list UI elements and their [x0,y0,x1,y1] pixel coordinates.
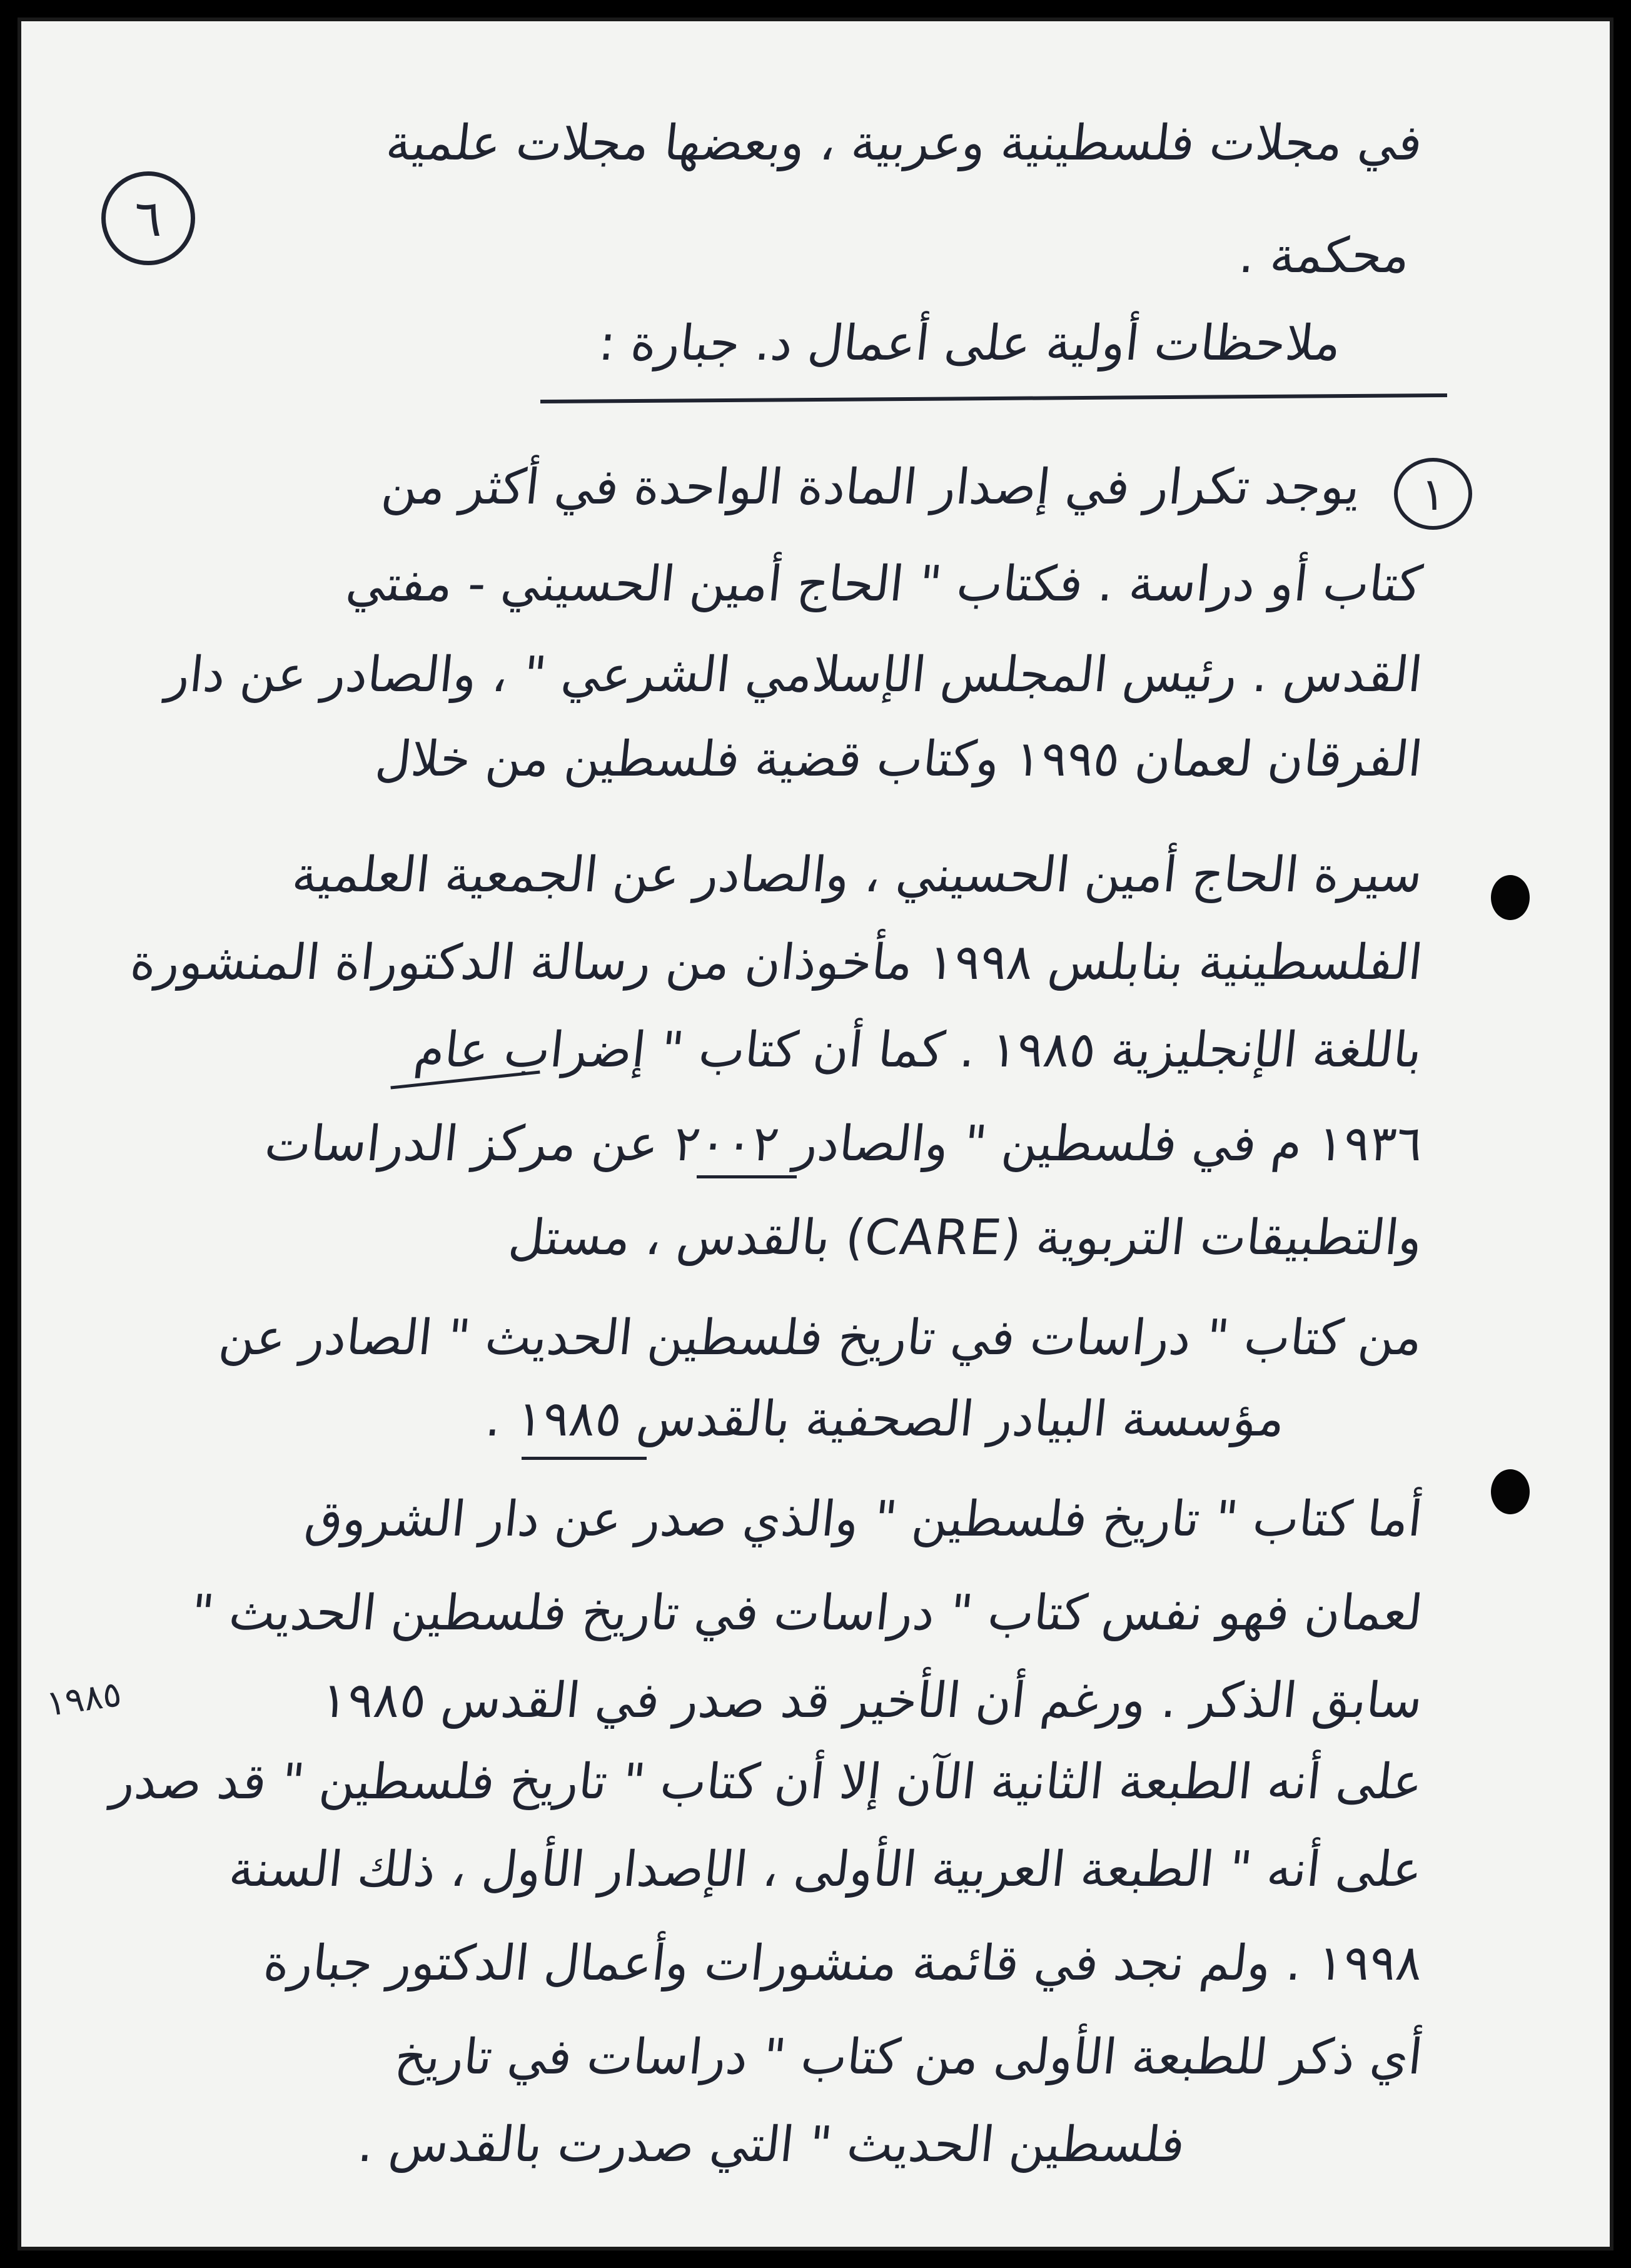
body-line: ١٩٣٦ م في فلسطين " والصادر ٢٠٠٢ عن مركز الدراسات [261,1116,1425,1172]
body-line: على أنه الطبعة الثانية الآن إلا أن كتاب " تاريخ فلسطين " قد صدر [108,1754,1425,1810]
body-line: القدس . رئيس المجلس الإسلامي الشرعي " ، والصادر عن دار [163,647,1425,703]
punch-hole [1491,875,1530,920]
margin-year-note: ١٩٨٥ [44,1673,124,1725]
body-line: ١٩٩٨ . ولم نجد في قائمة منشورات وأعمال الدكتور جبارة [260,1935,1425,1992]
body-line: كتاب أو دراسة . فكتاب " الحاج أمين الحسيني - مفتي [343,556,1425,612]
body-line: فلسطين الحديث " التي صدرت بالقدس . [355,2117,1188,2173]
body-line: سيرة الحاج أمين الحسيني ، والصادر عن الجمعية العلمية [290,847,1425,903]
year-underline [697,1175,797,1178]
body-line: مؤسسة البيادر الصحفية بالقدس ١٩٨٥ . [483,1391,1288,1447]
intro-line: محكمة . [1236,228,1413,284]
body-line: الفلسطينية بنابلس ١٩٩٨ مأخوذان من رسالة الدكتوراة المنشورة [128,934,1425,991]
heading-underline [540,393,1447,403]
body-line: أما كتاب " تاريخ فلسطين " والذي صدر عن دار الشروق [302,1491,1425,1547]
intro-line: في مجلات فلسطينية وعربية ، وبعضها مجلات علمية [383,115,1425,171]
body-line: لعمان فهو نفس كتاب " دراسات في تاريخ فلسطين الحديث " [188,1585,1425,1641]
body-line: والتطبيقات التربوية (CARE) بالقدس ، مستل [506,1210,1425,1266]
year-underline [522,1457,647,1460]
body-line: أي ذكر للطبعة الأولى من كتاب " دراسات في تاريخ [392,2029,1425,2085]
notes-heading: ملاحظات أولية على أعمال د. جبارة : [596,315,1344,372]
body-line: يوجد تكرار في إصدار المادة الواحدة في أكثر من [378,459,1363,515]
body-line: الفرقان لعمان ١٩٩٥ وكتاب قضية فلسطين من خلال [373,731,1425,787]
page-number: ٦ [101,171,195,265]
body-line: سابق الذكر . ورغم أن الأخير قد صدر في القدس ١٩٨٥ [318,1673,1425,1729]
punch-hole [1491,1469,1530,1514]
body-line: من كتاب " دراسات في تاريخ فلسطين الحديث " الصادر عن [216,1310,1425,1366]
body-line: على أنه " الطبعة العربية الأولى ، الإصدار الأول ، ذلك السنة [226,1841,1425,1898]
item-number: ١ [1394,458,1472,530]
document-sheet [18,18,1613,2250]
body-line: باللغة الإنجليزية ١٩٨٥ . كما أن كتاب " إضراب عام [412,1022,1425,1078]
